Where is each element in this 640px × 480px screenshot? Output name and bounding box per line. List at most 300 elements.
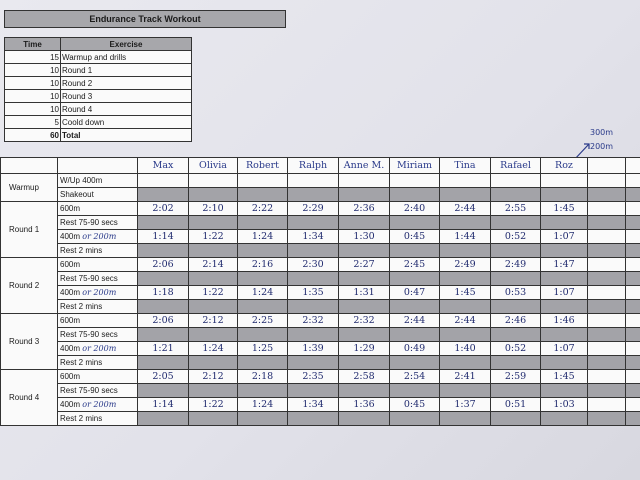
- summary-time-cell: 10: [5, 64, 61, 77]
- time-cell: [626, 216, 640, 230]
- time-cell: [588, 286, 626, 300]
- time-cell: 2:16: [238, 258, 288, 272]
- time-cell: [588, 342, 626, 356]
- time-cell: 1:39: [288, 342, 339, 356]
- summary-total-label: Total: [61, 129, 192, 142]
- time-cell: [626, 384, 640, 398]
- workout-title: Endurance Track Workout: [4, 10, 286, 28]
- exercise-label: Rest 75-90 secs: [60, 386, 118, 395]
- time-cell: [390, 384, 440, 398]
- time-cell: [339, 300, 390, 314]
- exercise-label: Rest 2 mins: [60, 414, 103, 423]
- summary-row: [5, 77, 192, 90]
- time-cell: [626, 328, 640, 342]
- warmup-row: [1, 174, 640, 188]
- time-cell: [541, 216, 588, 230]
- time-cell: 2:59: [491, 370, 541, 384]
- time-cell: [288, 412, 339, 426]
- exercise-cell: [58, 258, 138, 272]
- time-cell: [339, 174, 390, 188]
- time-cell: [138, 412, 189, 426]
- time-cell: [588, 384, 626, 398]
- athlete-name-header: Anne M.: [339, 158, 390, 174]
- time-cell: 0:47: [390, 286, 440, 300]
- exercise-cell: [58, 230, 138, 244]
- summary-exercise-cell: Warmup and drills: [61, 51, 192, 64]
- time-cell: 1:30: [339, 230, 390, 244]
- time-cell: [626, 244, 640, 258]
- exercise-cell: [58, 356, 138, 370]
- time-cell: 1:07: [541, 286, 588, 300]
- time-cell: [238, 356, 288, 370]
- time-cell: [390, 328, 440, 342]
- round-row: [1, 342, 640, 356]
- time-cell: [588, 314, 626, 328]
- exercise-cell: [58, 272, 138, 286]
- time-cell: [626, 300, 640, 314]
- time-cell: [440, 300, 491, 314]
- time-cell: 1:44: [440, 230, 491, 244]
- round-row: [1, 356, 640, 370]
- time-cell: [541, 384, 588, 398]
- time-cell: 2:58: [339, 370, 390, 384]
- time-cell: 2:27: [339, 258, 390, 272]
- time-cell: 2:49: [440, 258, 491, 272]
- time-cell: [138, 384, 189, 398]
- time-cell: 0:52: [491, 230, 541, 244]
- time-cell: 2:36: [339, 202, 390, 216]
- time-cell: [189, 188, 238, 202]
- time-cell: 2:32: [339, 314, 390, 328]
- exercise-label: Rest 2 mins: [60, 302, 103, 311]
- time-cell: [288, 356, 339, 370]
- summary-header-row: [5, 38, 192, 51]
- time-cell: 1:21: [138, 342, 189, 356]
- time-cell: [588, 216, 626, 230]
- exercise-cell: [58, 342, 138, 356]
- time-cell: [541, 272, 588, 286]
- time-cell: [491, 244, 541, 258]
- time-cell: [339, 272, 390, 286]
- round-row: [1, 370, 640, 384]
- time-cell: 1:24: [238, 230, 288, 244]
- exercise-label: 600m: [60, 204, 81, 213]
- time-cell: 1:22: [189, 398, 238, 412]
- summary-time-cell: 10: [5, 103, 61, 116]
- handwritten-alt-distance: or 200m: [82, 288, 117, 297]
- round-row: [1, 244, 640, 258]
- exercise-label: 400m: [60, 344, 81, 353]
- time-cell: 2:55: [491, 202, 541, 216]
- time-cell: [626, 314, 640, 328]
- time-cell: [238, 328, 288, 342]
- exercise-cell: [58, 328, 138, 342]
- time-cell: [491, 412, 541, 426]
- round-label: Round 1: [1, 202, 58, 258]
- time-cell: [440, 272, 491, 286]
- time-cell: [626, 174, 640, 188]
- time-cell: 1:45: [541, 370, 588, 384]
- time-summary-table: [4, 37, 192, 142]
- time-cell: [238, 174, 288, 188]
- time-cell: [138, 328, 189, 342]
- round-row: [1, 314, 640, 328]
- time-cell: [138, 188, 189, 202]
- time-cell: [626, 258, 640, 272]
- time-cell: 2:44: [440, 202, 491, 216]
- time-cell: [339, 328, 390, 342]
- time-cell: [626, 342, 640, 356]
- time-cell: [440, 384, 491, 398]
- summary-header-exercise: Exercise: [61, 38, 192, 51]
- time-cell: [189, 384, 238, 398]
- exercise-cell: [58, 286, 138, 300]
- round-row: [1, 384, 640, 398]
- time-cell: [588, 202, 626, 216]
- time-cell: [390, 216, 440, 230]
- time-cell: 1:18: [138, 286, 189, 300]
- time-cell: [339, 384, 390, 398]
- handwritten-note-300m: 300m: [590, 128, 614, 137]
- time-cell: [189, 356, 238, 370]
- time-cell: 0:53: [491, 286, 541, 300]
- time-cell: [626, 286, 640, 300]
- exercise-cell: [58, 300, 138, 314]
- exercise-cell: [58, 216, 138, 230]
- time-cell: [138, 272, 189, 286]
- time-cell: 2:41: [440, 370, 491, 384]
- time-cell: 2:12: [189, 370, 238, 384]
- time-cell: [541, 188, 588, 202]
- summary-total-row: [5, 129, 192, 142]
- time-cell: 2:25: [238, 314, 288, 328]
- time-cell: [390, 412, 440, 426]
- time-cell: [238, 384, 288, 398]
- round-row: [1, 398, 640, 412]
- time-cell: 2:06: [138, 258, 189, 272]
- time-cell: 1:45: [440, 286, 491, 300]
- time-cell: 2:10: [189, 202, 238, 216]
- time-cell: [626, 398, 640, 412]
- time-cell: [626, 412, 640, 426]
- time-cell: [440, 356, 491, 370]
- time-cell: 2:06: [138, 314, 189, 328]
- summary-time-cell: 10: [5, 90, 61, 103]
- empty-column-header: [588, 158, 626, 174]
- header-blank: [1, 158, 58, 174]
- exercise-cell: [58, 412, 138, 426]
- time-cell: [189, 300, 238, 314]
- athlete-name-header: Rafael: [491, 158, 541, 174]
- time-cell: 1:22: [189, 286, 238, 300]
- summary-row: [5, 116, 192, 129]
- time-cell: 0:51: [491, 398, 541, 412]
- time-cell: [238, 272, 288, 286]
- time-cell: 2:05: [138, 370, 189, 384]
- athlete-name-header: Miriam: [390, 158, 440, 174]
- athlete-name-header: Roz: [541, 158, 588, 174]
- time-cell: [626, 272, 640, 286]
- time-cell: 1:34: [288, 230, 339, 244]
- time-cell: 1:36: [339, 398, 390, 412]
- round-row: [1, 286, 640, 300]
- exercise-cell: [58, 314, 138, 328]
- header-blank: [58, 158, 138, 174]
- time-cell: 1:24: [238, 398, 288, 412]
- exercise-label: Rest 75-90 secs: [60, 330, 118, 339]
- time-cell: [588, 258, 626, 272]
- time-cell: [189, 244, 238, 258]
- time-cell: 2:46: [491, 314, 541, 328]
- time-cell: 1:40: [440, 342, 491, 356]
- time-cell: [491, 216, 541, 230]
- exercise-cell: [58, 398, 138, 412]
- time-cell: 1:37: [440, 398, 491, 412]
- time-cell: [189, 272, 238, 286]
- time-cell: [541, 174, 588, 188]
- time-cell: 2:12: [189, 314, 238, 328]
- time-cell: [288, 300, 339, 314]
- time-cell: 2:49: [491, 258, 541, 272]
- handwritten-alt-distance: or 200m: [82, 344, 117, 353]
- time-cell: [440, 188, 491, 202]
- time-cell: [588, 398, 626, 412]
- time-cell: [189, 328, 238, 342]
- time-cell: [588, 328, 626, 342]
- time-cell: 2:40: [390, 202, 440, 216]
- time-cell: 0:49: [390, 342, 440, 356]
- summary-exercise-cell: Round 3: [61, 90, 192, 103]
- exercise-label: Rest 2 mins: [60, 358, 103, 367]
- names-header-row: [1, 158, 640, 174]
- time-cell: 1:14: [138, 398, 189, 412]
- round-row: [1, 328, 640, 342]
- athlete-name-header: Tina: [440, 158, 491, 174]
- time-cell: [288, 328, 339, 342]
- time-cell: 1:22: [189, 230, 238, 244]
- time-cell: [626, 370, 640, 384]
- time-cell: [288, 244, 339, 258]
- time-cell: [440, 328, 491, 342]
- time-cell: [339, 244, 390, 258]
- handwritten-note-200m: 200m: [590, 142, 614, 151]
- time-cell: [138, 216, 189, 230]
- time-cell: [626, 202, 640, 216]
- time-cell: [189, 174, 238, 188]
- exercise-cell: [58, 202, 138, 216]
- time-cell: 1:45: [541, 202, 588, 216]
- exercise-cell: Shakeout: [58, 188, 138, 202]
- time-cell: 0:45: [390, 230, 440, 244]
- exercise-label: Rest 75-90 secs: [60, 274, 118, 283]
- time-cell: [541, 356, 588, 370]
- time-cell: 1:47: [541, 258, 588, 272]
- time-cell: [491, 300, 541, 314]
- time-cell: [626, 188, 640, 202]
- summary-row: [5, 103, 192, 116]
- time-cell: 1:24: [189, 342, 238, 356]
- time-cell: 1:07: [541, 342, 588, 356]
- time-cell: [588, 174, 626, 188]
- summary-row: [5, 64, 192, 77]
- time-cell: [238, 188, 288, 202]
- exercise-cell: [58, 384, 138, 398]
- exercise-label: 400m: [60, 288, 81, 297]
- time-cell: [491, 188, 541, 202]
- time-cell: [588, 230, 626, 244]
- exercise-label: 600m: [60, 316, 81, 325]
- time-cell: [339, 356, 390, 370]
- time-cell: [440, 216, 491, 230]
- time-cell: [588, 272, 626, 286]
- round-row: [1, 272, 640, 286]
- time-cell: [491, 356, 541, 370]
- time-cell: [189, 412, 238, 426]
- time-cell: [588, 370, 626, 384]
- time-cell: [440, 244, 491, 258]
- time-cell: 1:03: [541, 398, 588, 412]
- time-cell: [491, 328, 541, 342]
- athlete-name-header: Ralph: [288, 158, 339, 174]
- time-cell: [238, 244, 288, 258]
- summary-header-time: Time: [5, 38, 61, 51]
- time-cell: [138, 244, 189, 258]
- athlete-name-header: Robert: [238, 158, 288, 174]
- time-cell: [390, 188, 440, 202]
- round-row: [1, 300, 640, 314]
- time-cell: [390, 300, 440, 314]
- time-cell: [491, 384, 541, 398]
- empty-column-header: [626, 158, 640, 174]
- time-cell: [390, 244, 440, 258]
- summary-total-time: 60: [5, 129, 61, 142]
- round-row: [1, 258, 640, 272]
- time-cell: [541, 300, 588, 314]
- time-cell: 2:02: [138, 202, 189, 216]
- time-cell: [541, 244, 588, 258]
- time-cell: [288, 174, 339, 188]
- summary-time-cell: 15: [5, 51, 61, 64]
- exercise-label: 400m: [60, 400, 81, 409]
- round-row: [1, 216, 640, 230]
- time-cell: [626, 356, 640, 370]
- time-cell: 2:44: [390, 314, 440, 328]
- time-cell: [440, 412, 491, 426]
- time-cell: [288, 216, 339, 230]
- round-row: [1, 202, 640, 216]
- time-cell: [138, 300, 189, 314]
- time-cell: 1:46: [541, 314, 588, 328]
- athlete-name-header: Olivia: [189, 158, 238, 174]
- warmup-row: [1, 188, 640, 202]
- time-cell: [588, 412, 626, 426]
- time-cell: 2:54: [390, 370, 440, 384]
- summary-row: [5, 90, 192, 103]
- summary-exercise-cell: Round 1: [61, 64, 192, 77]
- time-cell: 2:32: [288, 314, 339, 328]
- summary-time-cell: 5: [5, 116, 61, 129]
- time-cell: [138, 174, 189, 188]
- exercise-label: Rest 75-90 secs: [60, 218, 118, 227]
- time-cell: 0:45: [390, 398, 440, 412]
- round-label: Round 3: [1, 314, 58, 370]
- exercise-cell: [58, 370, 138, 384]
- time-cell: 2:14: [189, 258, 238, 272]
- time-cell: [541, 412, 588, 426]
- time-cell: [491, 174, 541, 188]
- time-cell: 1:07: [541, 230, 588, 244]
- time-cell: [339, 188, 390, 202]
- time-cell: 2:44: [440, 314, 491, 328]
- athlete-name-header: Max: [138, 158, 189, 174]
- time-cell: [288, 272, 339, 286]
- time-cell: 1:31: [339, 286, 390, 300]
- time-cell: [339, 412, 390, 426]
- time-cell: [288, 384, 339, 398]
- time-cell: 2:18: [238, 370, 288, 384]
- exercise-label: Rest 2 mins: [60, 246, 103, 255]
- time-cell: 1:34: [288, 398, 339, 412]
- time-cell: [588, 356, 626, 370]
- summary-exercise-cell: Round 4: [61, 103, 192, 116]
- exercise-cell: [58, 244, 138, 258]
- handwritten-alt-distance: or 200m: [82, 400, 117, 409]
- time-cell: [238, 300, 288, 314]
- time-cell: 1:25: [238, 342, 288, 356]
- round-row: [1, 230, 640, 244]
- time-cell: [541, 328, 588, 342]
- round-label: Round 4: [1, 370, 58, 426]
- time-cell: [238, 216, 288, 230]
- time-cell: 2:35: [288, 370, 339, 384]
- exercise-label: 600m: [60, 260, 81, 269]
- round-label: Round 2: [1, 258, 58, 314]
- time-cell: 2:22: [238, 202, 288, 216]
- exercise-cell: W/Up 400m: [58, 174, 138, 188]
- time-cell: [588, 300, 626, 314]
- time-cell: [339, 216, 390, 230]
- results-table: [0, 157, 640, 426]
- time-cell: [138, 356, 189, 370]
- round-row: [1, 412, 640, 426]
- time-cell: [390, 174, 440, 188]
- summary-time-cell: 10: [5, 77, 61, 90]
- exercise-label: 400m: [60, 232, 81, 241]
- time-cell: [626, 230, 640, 244]
- time-cell: 2:30: [288, 258, 339, 272]
- exercise-label: 600m: [60, 372, 81, 381]
- time-cell: 1:24: [238, 286, 288, 300]
- time-cell: [440, 174, 491, 188]
- time-cell: 1:29: [339, 342, 390, 356]
- time-cell: 2:29: [288, 202, 339, 216]
- time-cell: [390, 272, 440, 286]
- time-cell: 2:45: [390, 258, 440, 272]
- warmup-label: Warmup: [1, 174, 58, 202]
- time-cell: [588, 188, 626, 202]
- summary-exercise-cell: Coold down: [61, 116, 192, 129]
- time-cell: [491, 272, 541, 286]
- time-cell: 1:35: [288, 286, 339, 300]
- summary-row: [5, 51, 192, 64]
- time-cell: [390, 356, 440, 370]
- time-cell: [288, 188, 339, 202]
- handwritten-alt-distance: or 200m: [82, 232, 117, 241]
- time-cell: 0:52: [491, 342, 541, 356]
- time-cell: [238, 412, 288, 426]
- time-cell: [588, 244, 626, 258]
- time-cell: [189, 216, 238, 230]
